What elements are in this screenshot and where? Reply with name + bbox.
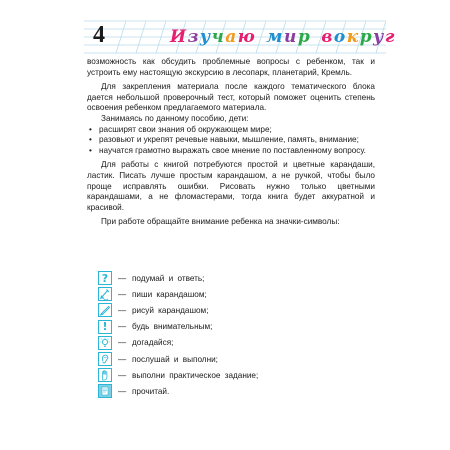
symbol-label: подумай и ответь; [132,273,205,283]
dash: — [118,322,127,332]
dash: — [118,354,127,364]
symbol-row-listen [98,351,348,367]
list-item: • расширят свои знания об окружающем мире; [87,125,375,136]
symbol-row-practice [98,367,348,383]
title-letter: И [170,27,188,47]
symbol-label: будь внимательным; [132,322,213,332]
dash: — [118,386,127,396]
symbol-label: послушай и выполни; [132,354,218,364]
body-text [87,57,375,228]
symbols-legend [98,270,348,400]
hand-icon [98,368,112,382]
title-letter: ю [237,27,257,47]
list-item: • разовьют и укрепят речевые навыки, мышление, память, внимание; [87,135,375,146]
paragraph-continuation: возможность как обсудить проблемные вопросы с ребенком, так и устроить ему настоящую экскурсию в лесопарк, планетарий, Кремль. [87,57,375,77]
symbol-label: пиши карандашом; [132,289,207,299]
symbol-row-guess [98,335,348,351]
title-letter: о [333,27,347,47]
title-letter: ч [211,27,226,47]
exclamation-icon: ! [98,320,112,334]
lightbulb-icon [98,336,112,350]
title-letter: г [384,27,396,47]
title-letter: в [321,27,334,47]
page-title [170,29,396,46]
paragraph-tests: Для закрепления материала после каждого тематического блока дается небольшой проверочный тест, который поможет оценить степень освоения ребенком предлагаемого материала. [87,82,375,113]
dash: — [118,273,127,283]
pencil-write-icon [98,287,112,301]
paragraph-symbols-intro: При работе обращайте внимание ребенка на значки-символы: [101,217,340,227]
title-letter: р [297,27,312,47]
title-letter: з [187,27,200,47]
dash: — [118,305,127,315]
title-letter: а [225,27,238,47]
book-icon [98,384,112,398]
ear-icon [98,352,112,366]
symbol-row-attention [98,319,348,335]
dash: — [118,370,127,380]
list-item: • научатся грамотно выражать свое мнение по поставленному вопросу. [87,146,375,157]
title-letter: у [373,27,385,47]
title-letter: и [283,27,298,47]
title-letter: р [359,27,374,47]
dash: — [118,289,127,299]
symbol-label: догадайся; [132,338,174,348]
symbol-label: рисуй карандашом; [132,305,209,315]
symbol-label: прочитай. [132,386,170,396]
benefits-list [87,125,375,157]
page-header [84,17,396,57]
paragraph-materials: Для работы с книгой потребуются простой и цветные карандаши, ластик. Писать лучше простым карандашом, а не ручкой, чтобы было проще исправлять ошибки. Рисовать нужно только цветными карандашами, а не фломастерами, тогда книга будет аккуратной и красивой. [87,160,375,212]
dash: — [118,338,127,348]
symbol-row-draw [98,302,348,318]
title-letter: к [346,27,360,47]
title-letter: у [199,27,212,47]
question-icon: ? [98,271,112,285]
symbol-label: выполни практическое задание; [132,370,259,380]
page-number: 4 [93,22,105,48]
paragraph-children: Занимаясь по данному пособию, дети: [101,113,249,123]
symbol-row-read [98,383,348,399]
symbol-row-write [98,286,348,302]
pencil-draw-icon [98,303,112,317]
symbol-row-question [98,270,348,286]
title-letter: м [266,27,284,47]
